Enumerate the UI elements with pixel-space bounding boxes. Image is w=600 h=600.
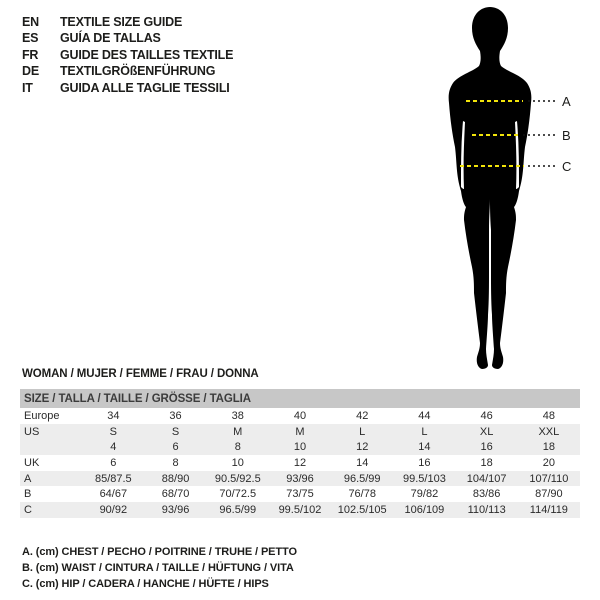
size-cell: 20 (542, 456, 555, 469)
size-cell: 38 (231, 409, 244, 422)
size-cell: 90.5/92.5 (207, 471, 269, 487)
row-label: C (20, 502, 82, 518)
measure-label-b: B (562, 128, 571, 143)
size-cell: 6 (144, 439, 206, 455)
size-cell: 36 (169, 409, 182, 422)
row-label: Europe (24, 409, 60, 422)
language-code: EN (22, 15, 39, 29)
size-cell: 73/75 (286, 488, 314, 501)
language-label: GUÍA DE TALLAS (60, 31, 161, 46)
table-row-chest-a (20, 471, 580, 487)
measure-label-a: A (562, 94, 571, 109)
language-row (22, 47, 233, 63)
size-cell: 18 (480, 456, 493, 469)
size-table (20, 389, 580, 518)
size-cell: 110/113 (456, 502, 518, 518)
language-title-block (22, 14, 233, 96)
language-label: TEXTILGRÖßENFÜHRUNG (60, 64, 216, 79)
size-cell: 16 (418, 456, 431, 469)
size-cell: XXL (518, 424, 580, 440)
size-cell: 14 (393, 439, 455, 455)
language-label: GUIDE DES TAILLES TEXTILE (60, 47, 234, 62)
size-cell: 93/96 (269, 471, 331, 487)
size-cell: 64/67 (99, 488, 128, 501)
row-label: B (24, 488, 32, 501)
size-cell: 102.5/105 (331, 502, 393, 518)
size-cell: 70/72.5 (219, 488, 257, 501)
row-label: US (20, 424, 82, 440)
size-cell: 14 (356, 456, 369, 469)
size-cell: 85/87.5 (82, 471, 144, 487)
table-row-us (20, 424, 580, 440)
size-cell: 79/82 (410, 488, 439, 501)
size-cell: 12 (331, 439, 393, 455)
size-cell: 96.5/99 (207, 502, 269, 518)
measurement-legend (22, 544, 297, 593)
size-cell: 16 (456, 439, 518, 455)
size-cell: 8 (207, 439, 269, 455)
language-code: FR (22, 47, 39, 62)
table-row-europe (20, 408, 580, 424)
size-cell: 83/86 (472, 488, 501, 501)
legend-line-chest: A. (cm) CHEST / PECHO / POITRINE / TRUHE / PETTO (22, 546, 297, 558)
row-label (20, 439, 82, 455)
size-cell: 44 (418, 409, 431, 422)
size-cell: 88/90 (144, 471, 206, 487)
size-cell: 4 (82, 439, 144, 455)
woman-silhouette-figure (428, 5, 586, 375)
language-code: DE (22, 64, 39, 79)
table-header-row (20, 389, 580, 408)
size-cell: L (393, 424, 455, 440)
legend-line-waist: B. (cm) WAIST / CINTURA / TAILLE / HÜFTUNG / VITA (22, 562, 294, 575)
size-cell: 34 (107, 409, 120, 422)
size-cell: M (207, 424, 269, 440)
woman-silhouette (449, 7, 532, 369)
size-cell: 40 (293, 409, 307, 422)
size-cell: 106/109 (393, 502, 455, 518)
size-cell: 68/70 (161, 488, 190, 501)
size-cell: L (331, 424, 393, 440)
language-code: IT (22, 80, 33, 95)
size-cell: 10 (269, 439, 331, 455)
language-label: GUIDA ALLE TAGLIE TESSILI (60, 80, 230, 95)
section-title: WOMAN / MUJER / FEMME / FRAU / DONNA (22, 368, 259, 380)
language-row (22, 63, 233, 79)
table-row-uk (20, 455, 580, 471)
table-header: SIZE / TALLA / TAILLE / GRÖSSE / TAGLIA (20, 389, 580, 408)
table-row-hip-c (20, 502, 580, 518)
size-cell: 99.5/103 (393, 471, 455, 487)
language-row (22, 14, 233, 30)
legend-line-hip: C. (cm) HIP / CADERA / HANCHE / HÜFTE / HIPS (22, 578, 269, 591)
size-cell: 90/92 (82, 502, 144, 518)
size-cell: 107/110 (518, 471, 580, 487)
language-code: ES (22, 31, 39, 46)
size-cell: S (82, 424, 144, 440)
language-row (22, 30, 233, 46)
size-cell: 93/96 (144, 502, 206, 518)
size-cell: 8 (172, 456, 179, 469)
size-cell: 99.5/102 (269, 502, 331, 518)
size-cell: 12 (293, 456, 307, 469)
table-row-waist-b (20, 486, 580, 502)
size-cell: 42 (356, 409, 369, 422)
size-cell: 48 (542, 409, 555, 422)
size-cell: XL (456, 424, 518, 440)
table-row-us-numeric (20, 439, 580, 455)
measure-label-c: C (562, 159, 572, 174)
row-label: UK (24, 456, 40, 469)
size-cell: 46 (480, 409, 493, 422)
size-cell: 104/107 (456, 471, 518, 487)
size-cell: S (144, 424, 206, 440)
language-label: TEXTILE SIZE GUIDE (60, 15, 183, 29)
size-cell: 18 (518, 439, 580, 455)
size-cell: M (269, 424, 331, 440)
row-label: A (20, 471, 82, 487)
language-row (22, 80, 233, 96)
size-cell: 87/90 (535, 488, 563, 501)
size-cell: 76/78 (348, 488, 376, 501)
size-cell: 114/119 (518, 502, 580, 518)
size-cell: 6 (110, 456, 117, 469)
size-cell: 10 (231, 456, 244, 469)
size-cell: 96.5/99 (331, 471, 393, 487)
